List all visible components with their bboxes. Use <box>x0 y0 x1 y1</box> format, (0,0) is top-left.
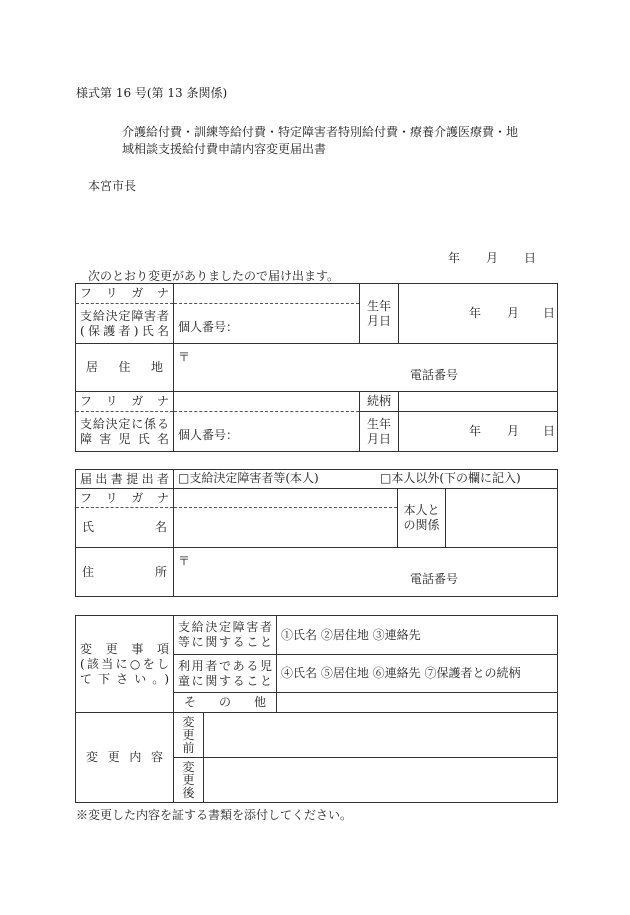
before-field[interactable] <box>204 713 558 758</box>
submitter-relation-field[interactable] <box>446 489 558 548</box>
submitter-furigana-label: フ リ ガ ナ <box>76 489 174 508</box>
child-name-field[interactable]: 個人番号： <box>174 412 360 452</box>
change-content-label: 変 更 内 容 <box>76 713 174 803</box>
submitter-address-label: 住 所 <box>76 548 174 597</box>
date-year: 年 <box>448 251 461 265</box>
category-child-label: 利用者である児 童に関すること <box>174 655 277 693</box>
change-table <box>75 615 558 803</box>
addressee: 本宮市長 <box>88 179 137 193</box>
recipient-name-field[interactable]: 個人番号： <box>174 304 360 344</box>
recipient-table <box>75 283 558 452</box>
recipient-furigana-label: フ リ ガ ナ <box>76 284 174 304</box>
category-other-field[interactable] <box>277 693 558 713</box>
date-day: 日 <box>524 251 537 265</box>
submitter-table <box>75 469 558 597</box>
child-birthdate-field[interactable]: 年 月 日 <box>399 412 558 452</box>
residence-label: 居 住 地 <box>76 344 174 392</box>
submitter-relation-label: 本人と の関係 <box>398 489 446 548</box>
child-name-label: 支給決定に係る 障 害 児 氏 名 <box>76 412 174 452</box>
change-item-label: 変 更 事 項 (該当に○をし て下さい。) <box>76 616 174 713</box>
child-furigana-label: フ リ ガ ナ <box>76 392 174 412</box>
after-field[interactable] <box>204 758 558 803</box>
option-other-checkbox[interactable]: □本人以外(下の欄に記入) <box>380 471 521 485</box>
before-label: 変 更 前 <box>174 713 204 758</box>
option-self-checkbox[interactable]: □支給決定障害者等(本人) <box>178 471 319 485</box>
recipient-furigana-field[interactable] <box>174 284 360 304</box>
child-furigana-field[interactable] <box>174 392 360 412</box>
submitter-name-field[interactable] <box>174 508 398 548</box>
date-month: 月 <box>486 251 499 265</box>
category-other-label: そ の 他 <box>174 693 277 713</box>
recipient-birth-label: 生年 月日 <box>360 284 399 344</box>
category-recipient-options[interactable]: ①氏名 ②居住地 ③連絡先 <box>277 616 558 655</box>
recipient-name-label: 支給決定障害者 (保護者)氏名 <box>76 304 174 344</box>
relation-label: 続柄 <box>360 392 399 412</box>
form-title-line2: 域相談支援給付費申請内容変更届出書 <box>122 142 327 156</box>
submitter-label: 届出書提出者 <box>76 470 174 489</box>
recipient-birthdate-field[interactable]: 年 月 日 <box>399 284 558 344</box>
residence-field[interactable]: 〒 電話番号 <box>174 344 558 392</box>
submitter-address-field[interactable]: 〒 電話番号 <box>174 548 558 597</box>
form-title-line1: 介護給付費・訓練等給付費・特定障害者特別給付費・療養介護医療費・地 <box>122 125 519 139</box>
relation-field[interactable] <box>399 392 558 412</box>
child-birth-label: 生年 月日 <box>360 412 399 452</box>
after-label: 変 更 後 <box>174 758 204 803</box>
submitter-furigana-field[interactable] <box>174 489 398 508</box>
form-number: 様式第 16 号(第 13 条関係) <box>76 86 228 100</box>
category-child-options[interactable]: ④氏名 ⑤居住地 ⑥連絡先 ⑦保護者との続柄 <box>277 655 558 693</box>
category-recipient-label: 支給決定障害者 等に関すること <box>174 616 277 655</box>
submitter-options <box>174 470 558 489</box>
footnote: ※変更した内容を証する書類を添付してください。 <box>76 808 353 822</box>
submitter-name-label: 氏 名 <box>76 508 174 548</box>
intro-text: 次のとおり変更がありましたので届け出ます。 <box>88 269 340 283</box>
